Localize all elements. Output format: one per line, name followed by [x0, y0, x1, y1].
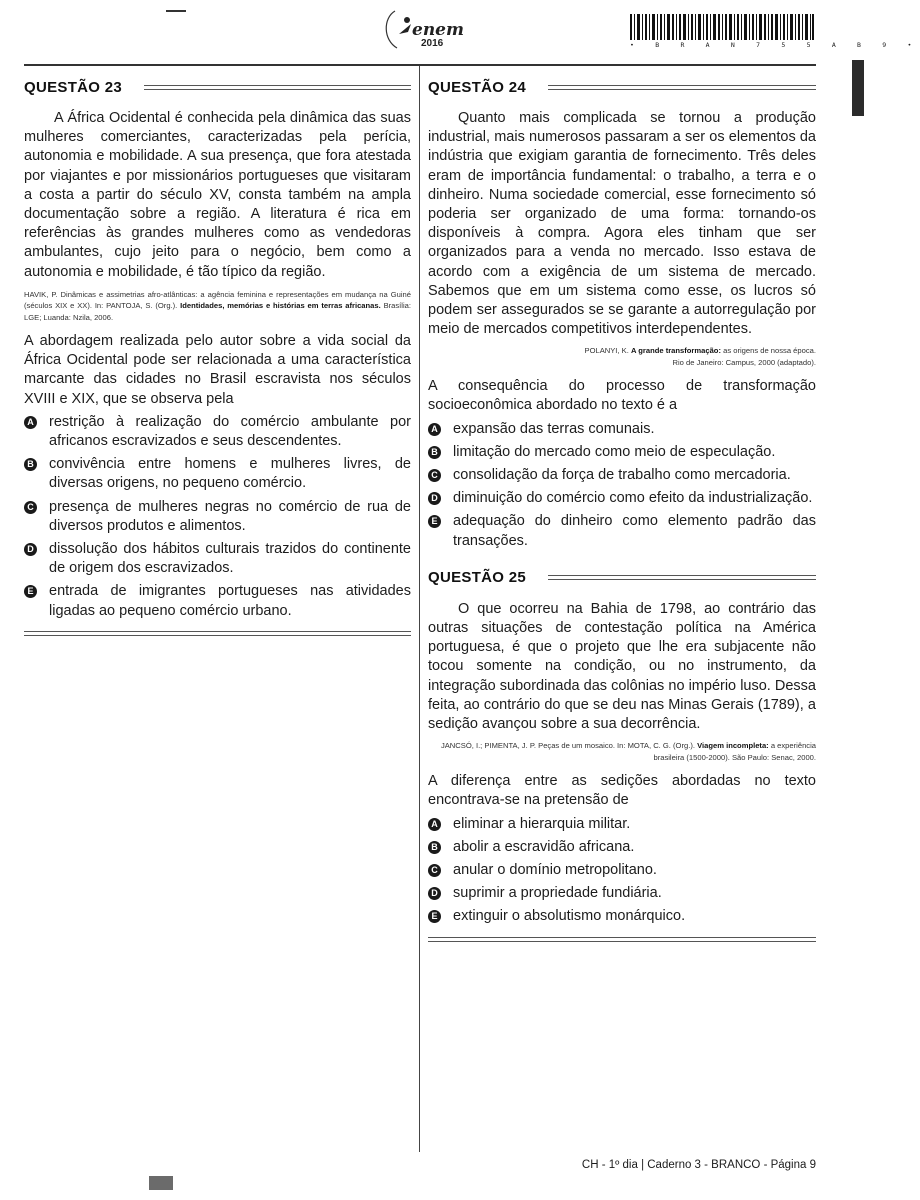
question-23-option-c[interactable]: [24, 498, 411, 536]
question-23-option-d[interactable]: [24, 540, 411, 578]
barcode: [630, 14, 920, 49]
option-b-badge: B: [428, 841, 441, 854]
header-rule: [24, 64, 816, 66]
question-25-source-title: Viagem incompleta:: [697, 741, 769, 751]
option-e-badge: E: [428, 910, 441, 923]
question-23-text: A África Ocidental é conhecida pela dinâmica das suas mulheres comerciantes, caracterizadas pela perícia, autonomia e mobilidade. A sua presença, que fora atestada por viajantes e por missionários portugueses que visitaram a costa a partir do século XV, consta também na ampla documentação sobre a região. A literatura é rica em referências às grandes mulheres como as vendedoras ambulantes, cujo jeito para o negócio, bem como a autonomia e mobilidade, é tão típico da região.: [24, 110, 411, 280]
option-c-text: consolidação da força de trabalho como mercadoria.: [453, 467, 791, 484]
question-24-option-d[interactable]: [428, 489, 816, 508]
question-23-source-author: HAVIK, P. Dinâmicas e assimetrias afro-atlânticas: a agência feminina e representações em mudança na Guiné (séculos XIX e XX). In: PANTOJA, S. (Org.).: [24, 289, 411, 311]
enem-logo: [381, 8, 471, 50]
option-e-text: extinguir o absolutismo monárquico.: [453, 908, 686, 925]
question-24-option-c[interactable]: [428, 466, 816, 485]
question-24-source: [428, 345, 816, 356]
question-23-option-b[interactable]: [24, 455, 411, 493]
registration-mark-bottom: [149, 1176, 173, 1190]
option-c-badge: C: [428, 469, 441, 482]
option-c-badge: C: [24, 501, 37, 514]
question-23-rule: [144, 85, 411, 90]
question-25-prompt: A diferença entre as sedições abordadas no texto encontrava-se na pretensão de: [428, 773, 816, 809]
option-d-badge: D: [428, 492, 441, 505]
question-23-header: [24, 74, 411, 100]
question-25: [428, 565, 816, 942]
option-b-badge: B: [24, 458, 37, 471]
option-c-text: anular o domínio metropolitano.: [453, 861, 657, 878]
option-d-badge: D: [24, 543, 37, 556]
question-23-title: QUESTÃO 23: [24, 78, 123, 96]
right-column: [428, 74, 816, 942]
question-25-alternatives: [428, 815, 816, 927]
option-d-badge: D: [428, 887, 441, 900]
question-24-title: QUESTÃO 24: [428, 78, 527, 96]
question-23-option-a[interactable]: [24, 413, 411, 451]
option-e-text: adequação do dinheiro como elemento padrão das transações.: [453, 513, 816, 549]
question-24-alternatives: [428, 420, 816, 551]
option-a-badge: A: [24, 416, 37, 429]
option-c-badge: C: [428, 864, 441, 877]
question-23-end-rule: [24, 631, 411, 636]
question-23: [24, 74, 411, 636]
question-25-option-d[interactable]: [428, 884, 816, 903]
option-b-text: abolir a escravidão africana.: [453, 838, 635, 855]
logo-name: enem: [412, 20, 464, 40]
question-24-text: Quanto mais complicada se tornou a produção industrial, mais numerosos passaram a ser os elementos da indústria que exigiam garantia de fornecimento. Três deles eram de importância fundamental: o trabalho, a terra e o dinheiro. Numa sociedade comercial, esse fornecimento só poderia ser organizado de uma forma: tornando-os disponíveis à compra. Agora eles tinham que ser organizados para a venda no mercado. Isso estava de acordo com a exigência de um sistema de mercado. Sabemos que em um sistema como esse, os lucros só podem ser assegurados se se garante a autorregulação por meio de mercados competitivos interdependentes.: [428, 110, 816, 338]
option-a-text: restrição à realização do comércio ambulante por africanos escravizados e seus descendentes.: [49, 413, 411, 450]
option-b-text: limitação do mercado como meio de especulação.: [453, 443, 776, 460]
question-24-prompt: A consequência do processo de transformação socioeconômica abordado no texto é a: [428, 378, 816, 414]
option-e-text: entrada de imigrantes portugueses nas atividades ligadas ao pequeno comércio urbano.: [49, 583, 411, 619]
page-footer: CH - 1º dia | Caderno 3 - BRANCO - Página 9: [581, 1159, 816, 1171]
question-24-rule: [548, 85, 816, 90]
barcode-code: • B R A N 7 5 5 A B 9 •: [630, 41, 920, 49]
question-24-option-a[interactable]: [428, 420, 816, 439]
logo-year: 2016: [421, 38, 444, 49]
question-24-header: [428, 74, 816, 100]
option-c-text: presença de mulheres negras no comércio de rua de diversos produtos e alimentos.: [49, 498, 411, 534]
registration-mark-edge: [852, 60, 864, 116]
question-25-title: QUESTÃO 25: [428, 569, 527, 587]
question-23-source-publisher: Brasília: LGE; Luanda: Nzila, 2006.: [24, 301, 411, 322]
question-25-source-publisher: a experiência brasileira (1500-2000). São Paulo: Senac, 2000.: [653, 741, 816, 762]
column-divider: [419, 66, 420, 1152]
question-25-option-e[interactable]: [428, 907, 816, 926]
question-25-option-a[interactable]: [428, 815, 816, 834]
question-25-rule: [548, 575, 816, 580]
question-24: [428, 74, 816, 551]
question-24-option-e[interactable]: [428, 512, 816, 550]
question-24-source-subtitle: as origens de nossa época.: [723, 346, 816, 356]
question-23-source-title: Identidades, memórias e histórias em terras africanas.: [180, 301, 381, 311]
option-a-badge: A: [428, 818, 441, 831]
option-d-text: diminuição do comércio como efeito da industrialização.: [453, 490, 813, 507]
option-a-badge: A: [428, 423, 441, 436]
question-23-option-e[interactable]: [24, 582, 411, 620]
option-a-text: expansão das terras comunais.: [453, 420, 655, 437]
option-e-badge: E: [24, 585, 37, 598]
question-23-source: [24, 289, 411, 323]
question-24-source-author: POLANYI, K.: [584, 346, 629, 356]
question-24-source-title: A grande transformação:: [630, 346, 721, 356]
question-24-source-publisher: Rio de Janeiro: Campus, 2000 (adaptado).: [672, 357, 816, 367]
question-25-end-rule: [428, 937, 816, 942]
option-a-text: eliminar a hierarquia militar.: [453, 815, 631, 832]
question-25-option-b[interactable]: [428, 838, 816, 857]
option-b-text: convivência entre homens e mulheres livres, de diversas origens, no pequeno comércio.: [49, 456, 411, 492]
option-e-badge: E: [428, 515, 441, 528]
question-25-option-c[interactable]: [428, 861, 816, 880]
registration-mark-top: [166, 10, 186, 12]
question-23-prompt: A abordagem realizada pelo autor sobre a vida social da África Ocidental pode ser relacionada a uma característica marcante das cidades no Brasil escravista nos séculos XVIII e XIX, que se observa pela: [24, 333, 411, 407]
option-b-badge: B: [428, 446, 441, 459]
question-25-text: O que ocorreu na Bahia de 1798, ao contrário das outras situações de contestação política na América portuguesa, é que o projeto que lhe era subjacente não tocou somente na condição, ou no instrumento, da integração subordinada das colônias no império luso. Dessa feita, ao contrário do que se deu nas Minas Gerais (1789), a sedição avançou sobre a sua decorrência.: [428, 600, 816, 733]
question-25-source-author: JANCSÓ, I.; PIMENTA, J. P. Peças de um mosaico. In: MOTA, C. G. (Org.).: [440, 741, 695, 751]
question-25-header: [428, 565, 816, 591]
option-d-text: suprimir a propriedade fundiária.: [453, 885, 662, 902]
option-d-text: dissolução dos hábitos culturais trazidos do continente de origem dos escravizados.: [49, 541, 411, 577]
question-23-alternatives: [24, 413, 411, 621]
barcode-icon: [630, 14, 814, 40]
question-25-source: [428, 740, 816, 763]
question-24-option-b[interactable]: [428, 443, 816, 462]
